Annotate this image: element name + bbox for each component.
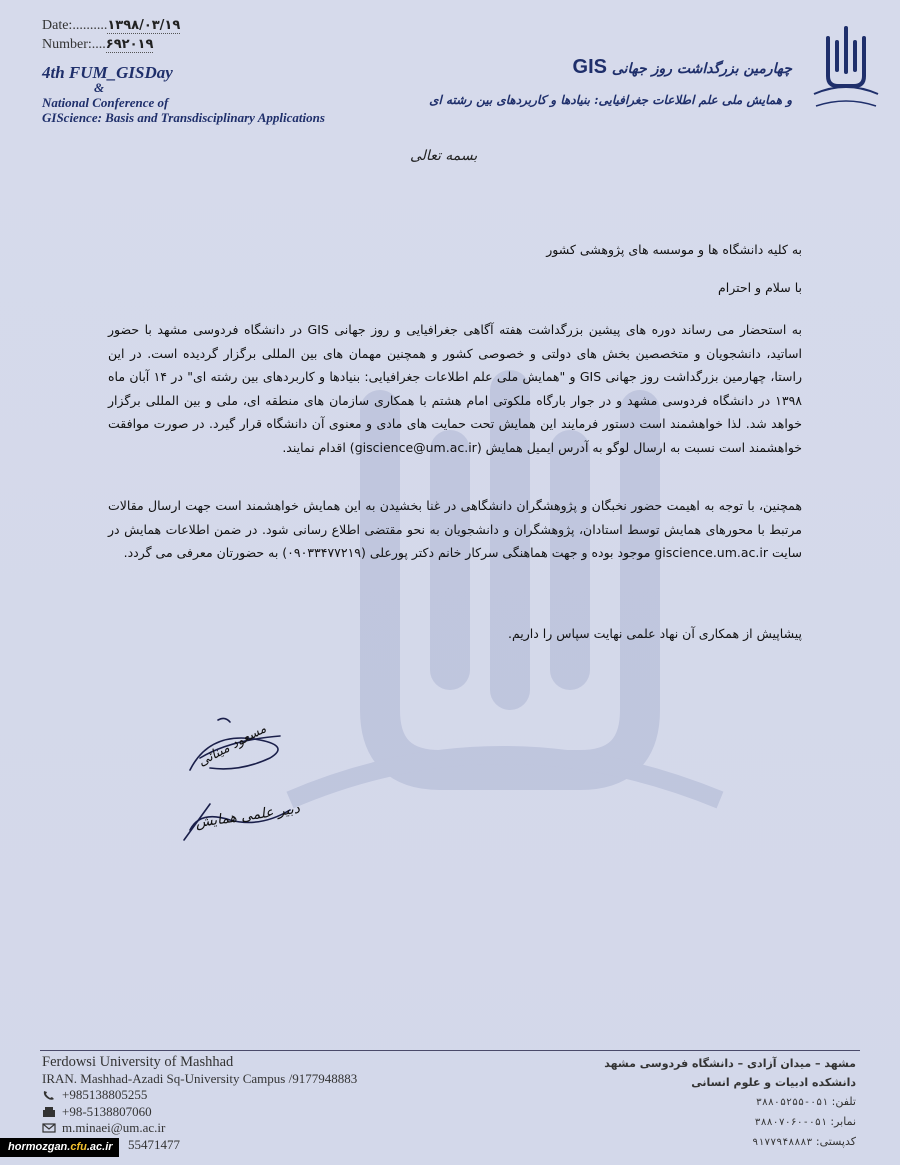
footer-fax: +98-5138807060 [62, 1103, 152, 1119]
site-suffix: .ac.ir [86, 1141, 113, 1153]
footer-postal: 55471477 [128, 1136, 180, 1152]
letter-closing: پیشاپیش از همکاری آن نهاد علمی نهایت سپاس را داریم. [507, 626, 802, 641]
footer-fa-phone-label: تلفن: [831, 1095, 856, 1108]
fax-icon [42, 1106, 56, 1118]
footer-fa-postal-label: کدپستی: [815, 1135, 856, 1148]
footer-address: IRAN. Mashhad-Azadi Sq-University Campus /9177948883 [42, 1070, 358, 1086]
footer-fa [604, 1054, 856, 1152]
university-logo-icon [806, 20, 886, 115]
date-row: Date:..........۱۳۹۸/۰۳/۱۹ [42, 18, 181, 33]
footer-university: Ferdowsi University of Mashhad [42, 1054, 234, 1070]
conf-title-line3: GIScience: Basis and Transdisciplinary Applications [42, 110, 325, 125]
footer-divider [40, 1050, 860, 1051]
site-prefix: hormozgan. [8, 1141, 71, 1153]
site-highlight: cfu [70, 1141, 87, 1153]
letter-meta [42, 16, 180, 54]
conf-title-fa-text: چهارمین بزرگداشت روز جهانی [611, 61, 792, 77]
footer-fa-postal: ۹۱۷۷۹۴۸۸۸۳ [752, 1137, 813, 1148]
date-value: ۱۳۹۸/۰۳/۱۹ [107, 18, 181, 33]
number-value: ۶۹۲۰۱۹ [105, 37, 154, 52]
footer-email: m.minaei@um.ac.ir [62, 1120, 166, 1135]
site-watermark-link[interactable] [0, 1138, 119, 1157]
footer-fa-phone-row [604, 1092, 856, 1112]
letter-paragraph-1: به استحضار می رساند دوره های پیشین بزرگداشت هفته آگاهی جغرافیایی و روز جهانی GIS در دانشگاه فردوسی مشهد با حضور اساتید، دانشجویان و متخصصین بخش های دولتی و خصوصی کشور و همچنین مهمان های بین المللی برگزار گردیده است. در این راستا، چهارمین بزرگداشت روز جهانی GIS و "همایش ملی علم اطلاعات جغرافیایی: بنیادها و کاربردهای بین رشته ای" در ۱۴ آبان ماه ۱۳۹۸ در دانشگاه فردوسی مشهد و در جوار بارگاه ملکوتی امام هشتم با همکاری سازمان های منطقه ای، ملی و بین المللی برگزار خواهد شد. لذا خواهشمند است دستور فرمایند این همایش تحت حمایت های مادی و معنوی آن دانشگاه قرار گیرد. در صورت موافقت خواهشمند است نسبت به ارسال لوگو به آدرس ایمیل همایش (giscience@um.ac.ir) اقدام نمایند. [108, 322, 802, 455]
conf-title-fa-line1 [429, 56, 792, 79]
footer-email-row [42, 1120, 357, 1137]
footer-fa-fax-label: نمابر: [830, 1115, 856, 1128]
letter-greeting: با سلام و احترام [718, 280, 802, 295]
conference-title-fa [429, 56, 792, 107]
letter-paragraph-2: همچنین، با توجه به اهیمت حضور نخبگان و پژوهشگران دانشگاهی در غنا بخشیدن به این همایش خواهشمند است جهت ارسال مقالات مرتبط با محورهای همایش توسط استادان، پژوهشگران و دانشجویان به نحو مقتضی اطلاع رسانی شود. در ضمن اطلاعات همایش در سایت giscience.um.ac.ir موجود بوده و جهت هماهنگی سرکار خانم دکتر پورعلی (۰۹۰۳۳۴۷۷۲۱۹) به حضورتان معرفی می گردد. [108, 498, 802, 560]
email-icon [42, 1122, 56, 1134]
number-row: Number:....۶۹۲۰۱۹ [42, 37, 154, 52]
bismillah: بسمه تعالی [410, 148, 478, 164]
footer-phone: +985138805255 [62, 1087, 148, 1102]
footer-fax-row [42, 1104, 357, 1121]
signature-role: دبیر علمی همایش [194, 800, 301, 832]
signature-name: مسعود مینائی [195, 721, 269, 770]
conf-title-line1: 4th FUM_GISDay [42, 63, 173, 82]
conf-ampersand: & [94, 80, 105, 95]
conference-title-en [42, 65, 325, 125]
conf-title-line2: National Conference of [42, 95, 169, 110]
footer-fa-postal-row [604, 1132, 856, 1152]
handwritten-signature [170, 710, 310, 850]
phone-icon [42, 1089, 56, 1101]
footer-fa-address-1: مشهد – میدان آزادی – دانشگاه فردوسی مشهد [604, 1057, 856, 1070]
footer-fa-fax-row [604, 1112, 856, 1132]
conf-title-fa-line2: و همایش ملی علم اطلاعات جغرافیایی: بنیادها و کاربردهای بین رشته ای [429, 93, 792, 107]
letter-recipient: به کلیه دانشگاه ها و موسسه های پژوهشی کشور [546, 242, 802, 257]
footer-fa-fax: ۰۵۱-۳۸۸۰۷۰۶۰ [754, 1117, 827, 1128]
conf-title-fa-gis: GIS [572, 56, 607, 78]
number-label: Number: [42, 37, 92, 52]
footer-fa-address-2: دانشکده ادبیات و علوم انسانی [691, 1076, 856, 1089]
footer-phone-row [42, 1087, 357, 1104]
footer-fa-phone: ۰۵۱-۳۸۸۰۵۲۵۵ [755, 1097, 829, 1108]
date-label: Date: [42, 18, 73, 33]
